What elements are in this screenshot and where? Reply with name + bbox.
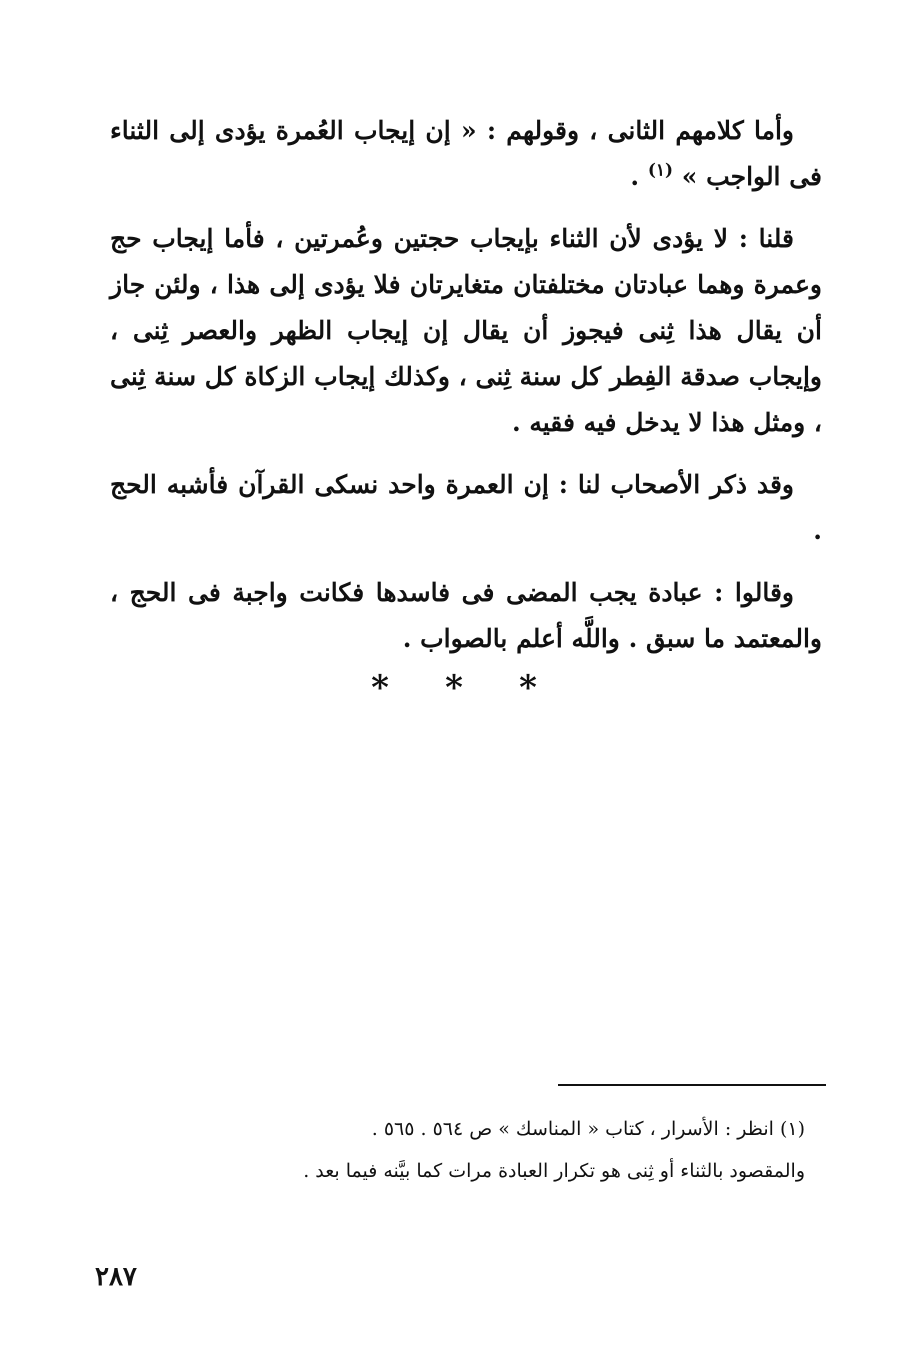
footnote-1: (١) انظر : الأسرار ، كتاب « المناسك » ص ٥٦٤ . ٥٦٥ . <box>371 1118 805 1140</box>
separator-star: * <box>519 668 537 708</box>
paragraph-2: قلنا : لا يؤدى لأن الثناء بإيجاب حجتين وعُمرتين ، فأما إيجاب حج وعمرة وهما عبادتان مختلفتان متغايرتان فلا يؤدى إلى هذا ، ولئن جاز أن يقال هذا ثِنى فيجوز أن يقال إن إيجاب الظهر والعصر ثِنى ، وإيجاب صدقة الفِطر كل سنة ثِنى ، وكذلك إيجاب الزكاة كل سنة ثِنى ، ومثل هذا لا يدخل فيه فقيه . <box>110 224 822 437</box>
page-number: ٢٨٧ <box>95 1262 137 1292</box>
section-separator <box>0 668 908 708</box>
main-text <box>110 108 822 678</box>
footnote-reference: (١) <box>647 160 674 181</box>
paragraph-1-text: وأما كلامهم الثانى ، وقولهم : « إن إيجاب العُمرة يؤدى إلى الثناء فى الواجب » <box>110 116 822 191</box>
paragraph-1-end: . <box>630 162 648 191</box>
footnotes <box>200 1108 805 1192</box>
paragraph-3: وقد ذكر الأصحاب لنا : إن العمرة واحد نسكى القرآن فأشبه الحج . <box>110 470 822 545</box>
paragraph-4: وقالوا : عبادة يجب المضى فى فاسدها فكانت واجبة فى الحج ، والمعتمد ما سبق . واللَّه أعلم بالصواب . <box>110 578 822 653</box>
footnote-1-continuation: والمقصود بالثناء أو ثِنى هو تكرار العبادة مرات كما بيَّنه فيما بعد . <box>303 1160 805 1182</box>
footnote-divider <box>558 1084 826 1086</box>
separator-star: * <box>445 668 463 708</box>
paragraph-1 <box>110 108 822 200</box>
separator-star: * <box>371 668 389 708</box>
